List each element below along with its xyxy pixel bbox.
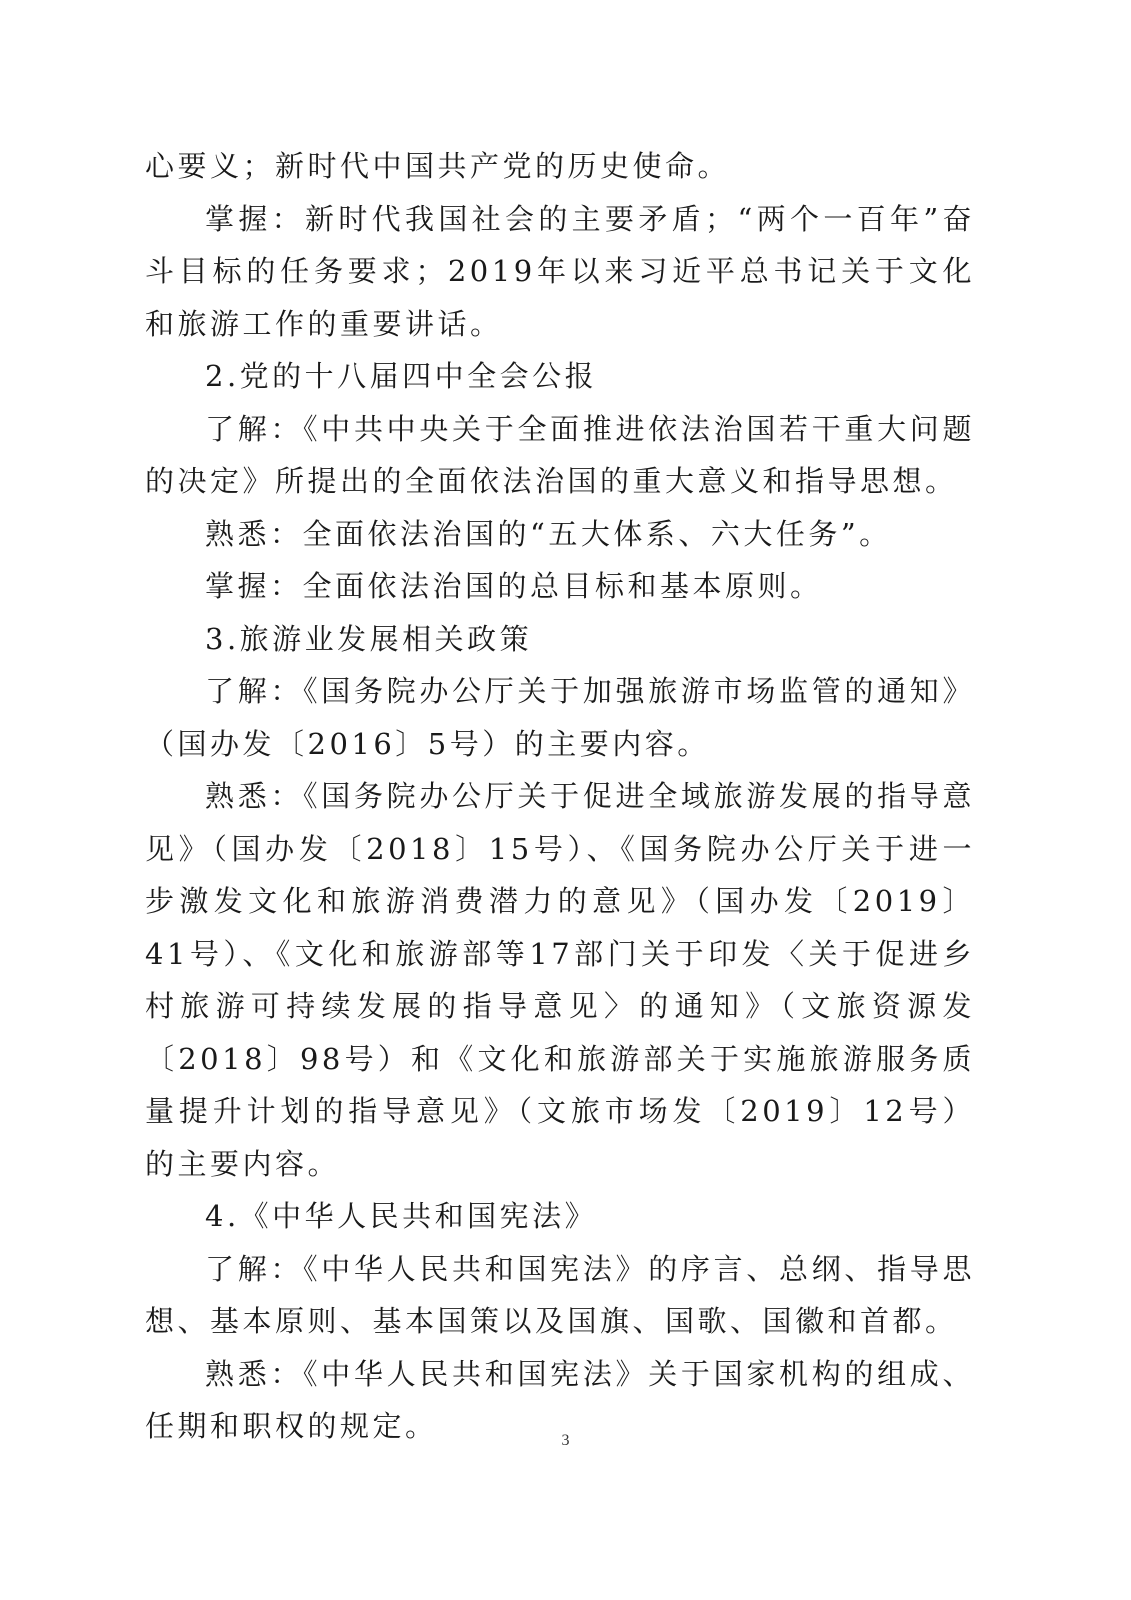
- paragraph: 了解：《中华人民共和国宪法》的序言、总纲、指导思想、基本原则、基本国策以及国旗、国歌、国徽和首都。: [145, 1251, 975, 1338]
- section-heading: 2.党的十八届四中全会公报: [205, 359, 598, 393]
- paragraph: 熟悉：《中华人民共和国宪法》关于国家机构的组成、任期和职权的规定。: [145, 1356, 975, 1443]
- paragraph: 掌握：新时代我国社会的主要矛盾；“两个一百年”奋斗目标的任务要求；2019年以来习近平总书记关于文化和旅游工作的重要讲话。: [145, 201, 975, 341]
- section-heading: 4.《中华人民共和国宪法》: [205, 1199, 598, 1233]
- page-number: 3: [561, 1432, 570, 1449]
- paragraph: 掌握：全面依法治国的总目标和基本原则。: [205, 569, 823, 603]
- paragraph: 了解：《国务院办公厅关于加强旅游市场监管的通知》（国办发〔2016〕5号）的主要内容。: [145, 674, 975, 761]
- section-heading: 3.旅游业发展相关政策: [205, 621, 533, 656]
- paragraph: 了解：《中共中央关于全面推进依法治国若干重大问题的决定》所提出的全面依法治国的重大意义和指导思想。: [145, 411, 975, 498]
- paragraph: 心要义；新时代中国共产党的历史使命。: [145, 149, 731, 183]
- document-body: [145, 140, 975, 1453]
- paragraph: 熟悉：全面依法治国的“五大体系、六大任务”。: [205, 516, 892, 551]
- paragraph: 熟悉：《国务院办公厅关于促进全域旅游发展的指导意见》（国办发〔2018〕15号）、《国务院办公厅关于进一步激发文化和旅游消费潜力的意见》（国办发〔2019〕41号）、《文化和旅游部等17部门关于印发〈关于促进乡村旅游可持续发展的指导意见〉的通知》（文旅资源发〔2018〕98号）和《文化和旅游部关于实施旅游服务质量提升计划的指导意见》（文旅市场发〔2019〕12号）的主要内容。: [145, 779, 975, 1181]
